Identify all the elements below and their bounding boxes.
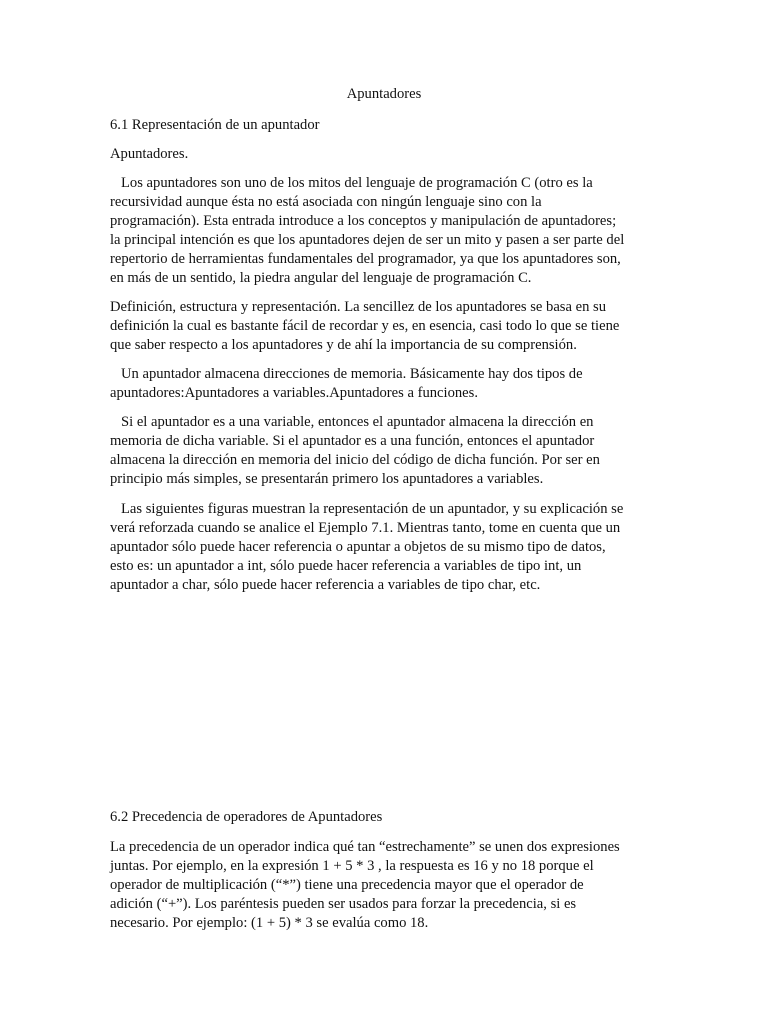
section-2-heading: 6.2 Precedencia de operadores de Apuntadores <box>110 809 383 825</box>
paragraph-definition <box>110 298 660 355</box>
paragraph-line: recursividad aunque ésta no está asociada con ningún lenguaje sino con la <box>110 194 542 210</box>
paragraph-line: operador de multiplicación (“*”) tiene una precedencia mayor que el operador de <box>110 877 584 893</box>
section-1-subheading: Apuntadores. <box>110 146 189 162</box>
paragraph-line: Las siguientes figuras muestran la representación de un apuntador, y su explicación se <box>121 501 624 517</box>
paragraph-line: verá reforzada cuando se analice el Ejemplo 7.1. Mientras tanto, tome en cuenta que un <box>110 520 621 536</box>
paragraph-line: juntas. Por ejemplo, en la expresión 1 + 5 * 3 , la respuesta es 16 y no 18 porque el <box>110 858 594 874</box>
paragraph-line: Un apuntador almacena direcciones de memoria. Básicamente hay dos tipos de <box>121 366 583 382</box>
paragraph-line: Definición, estructura y representación. La sencillez de los apuntadores se basa en su <box>110 299 606 315</box>
paragraph-line: apuntadores:Apuntadores a variables.Apuntadores a funciones. <box>110 385 478 401</box>
paragraph-line: principio más simples, se presentarán primero los apuntadores a variables. <box>110 471 544 487</box>
paragraph-line: la principal intención es que los apuntadores dejen de ser un mito y pasen a ser parte del <box>110 232 625 248</box>
paragraph-line: Los apuntadores son uno de los mitos del lenguaje de programación C (otro es la <box>121 175 593 191</box>
paragraph-line: Si el apuntador es a una variable, entonces el apuntador almacena la dirección en <box>121 414 594 430</box>
paragraph-line: en más de un sentido, la piedra angular del lenguaje de programación C. <box>110 270 532 286</box>
paragraph-line: necesario. Por ejemplo: (1 + 5) * 3 se evalúa como 18. <box>110 915 429 931</box>
paragraph-variable-pointer <box>110 413 660 489</box>
paragraph-precedence <box>110 838 660 933</box>
paragraph-line: adición (“+”). Los paréntesis pueden ser usados para forzar la precedencia, si es <box>110 896 577 912</box>
paragraph-line: que saber respecto a los apuntadores y de ahí la importancia de su comprensión. <box>110 337 577 353</box>
paragraph-line: apuntador sólo puede hacer referencia o apuntar a objetos de su mismo tipo de datos, <box>110 539 606 555</box>
paragraph-intro <box>110 174 660 288</box>
paragraph-line: repertorio de herramientas fundamentales del programador, ya que los apuntadores son, <box>110 251 621 267</box>
paragraph-line: apuntador a char, sólo puede hacer referencia a variables de tipo char, etc. <box>110 577 541 593</box>
paragraph-line: esto es: un apuntador a int, sólo puede hacer referencia a variables de tipo int, un <box>110 558 582 574</box>
paragraph-types <box>110 365 660 403</box>
paragraph-line: La precedencia de un operador indica qué tan “estrechamente” se unen dos expresiones <box>110 839 620 855</box>
document-title: Apuntadores <box>346 86 422 102</box>
paragraph-line: programación). Esta entrada introduce a los conceptos y manipulación de apuntadores; <box>110 213 617 229</box>
paragraph-figures <box>110 500 660 595</box>
paragraph-line: almacena la dirección en memoria del inicio del código de dicha función. Por ser en <box>110 452 600 468</box>
section-1-heading: 6.1 Representación de un apuntador <box>110 117 320 133</box>
paragraph-line: definición la cual es bastante fácil de recordar y es, en esencia, casi todo lo que se tiene <box>110 318 620 334</box>
paragraph-line: memoria de dicha variable. Si el apuntador es a una función, entonces el apuntador <box>110 433 595 449</box>
